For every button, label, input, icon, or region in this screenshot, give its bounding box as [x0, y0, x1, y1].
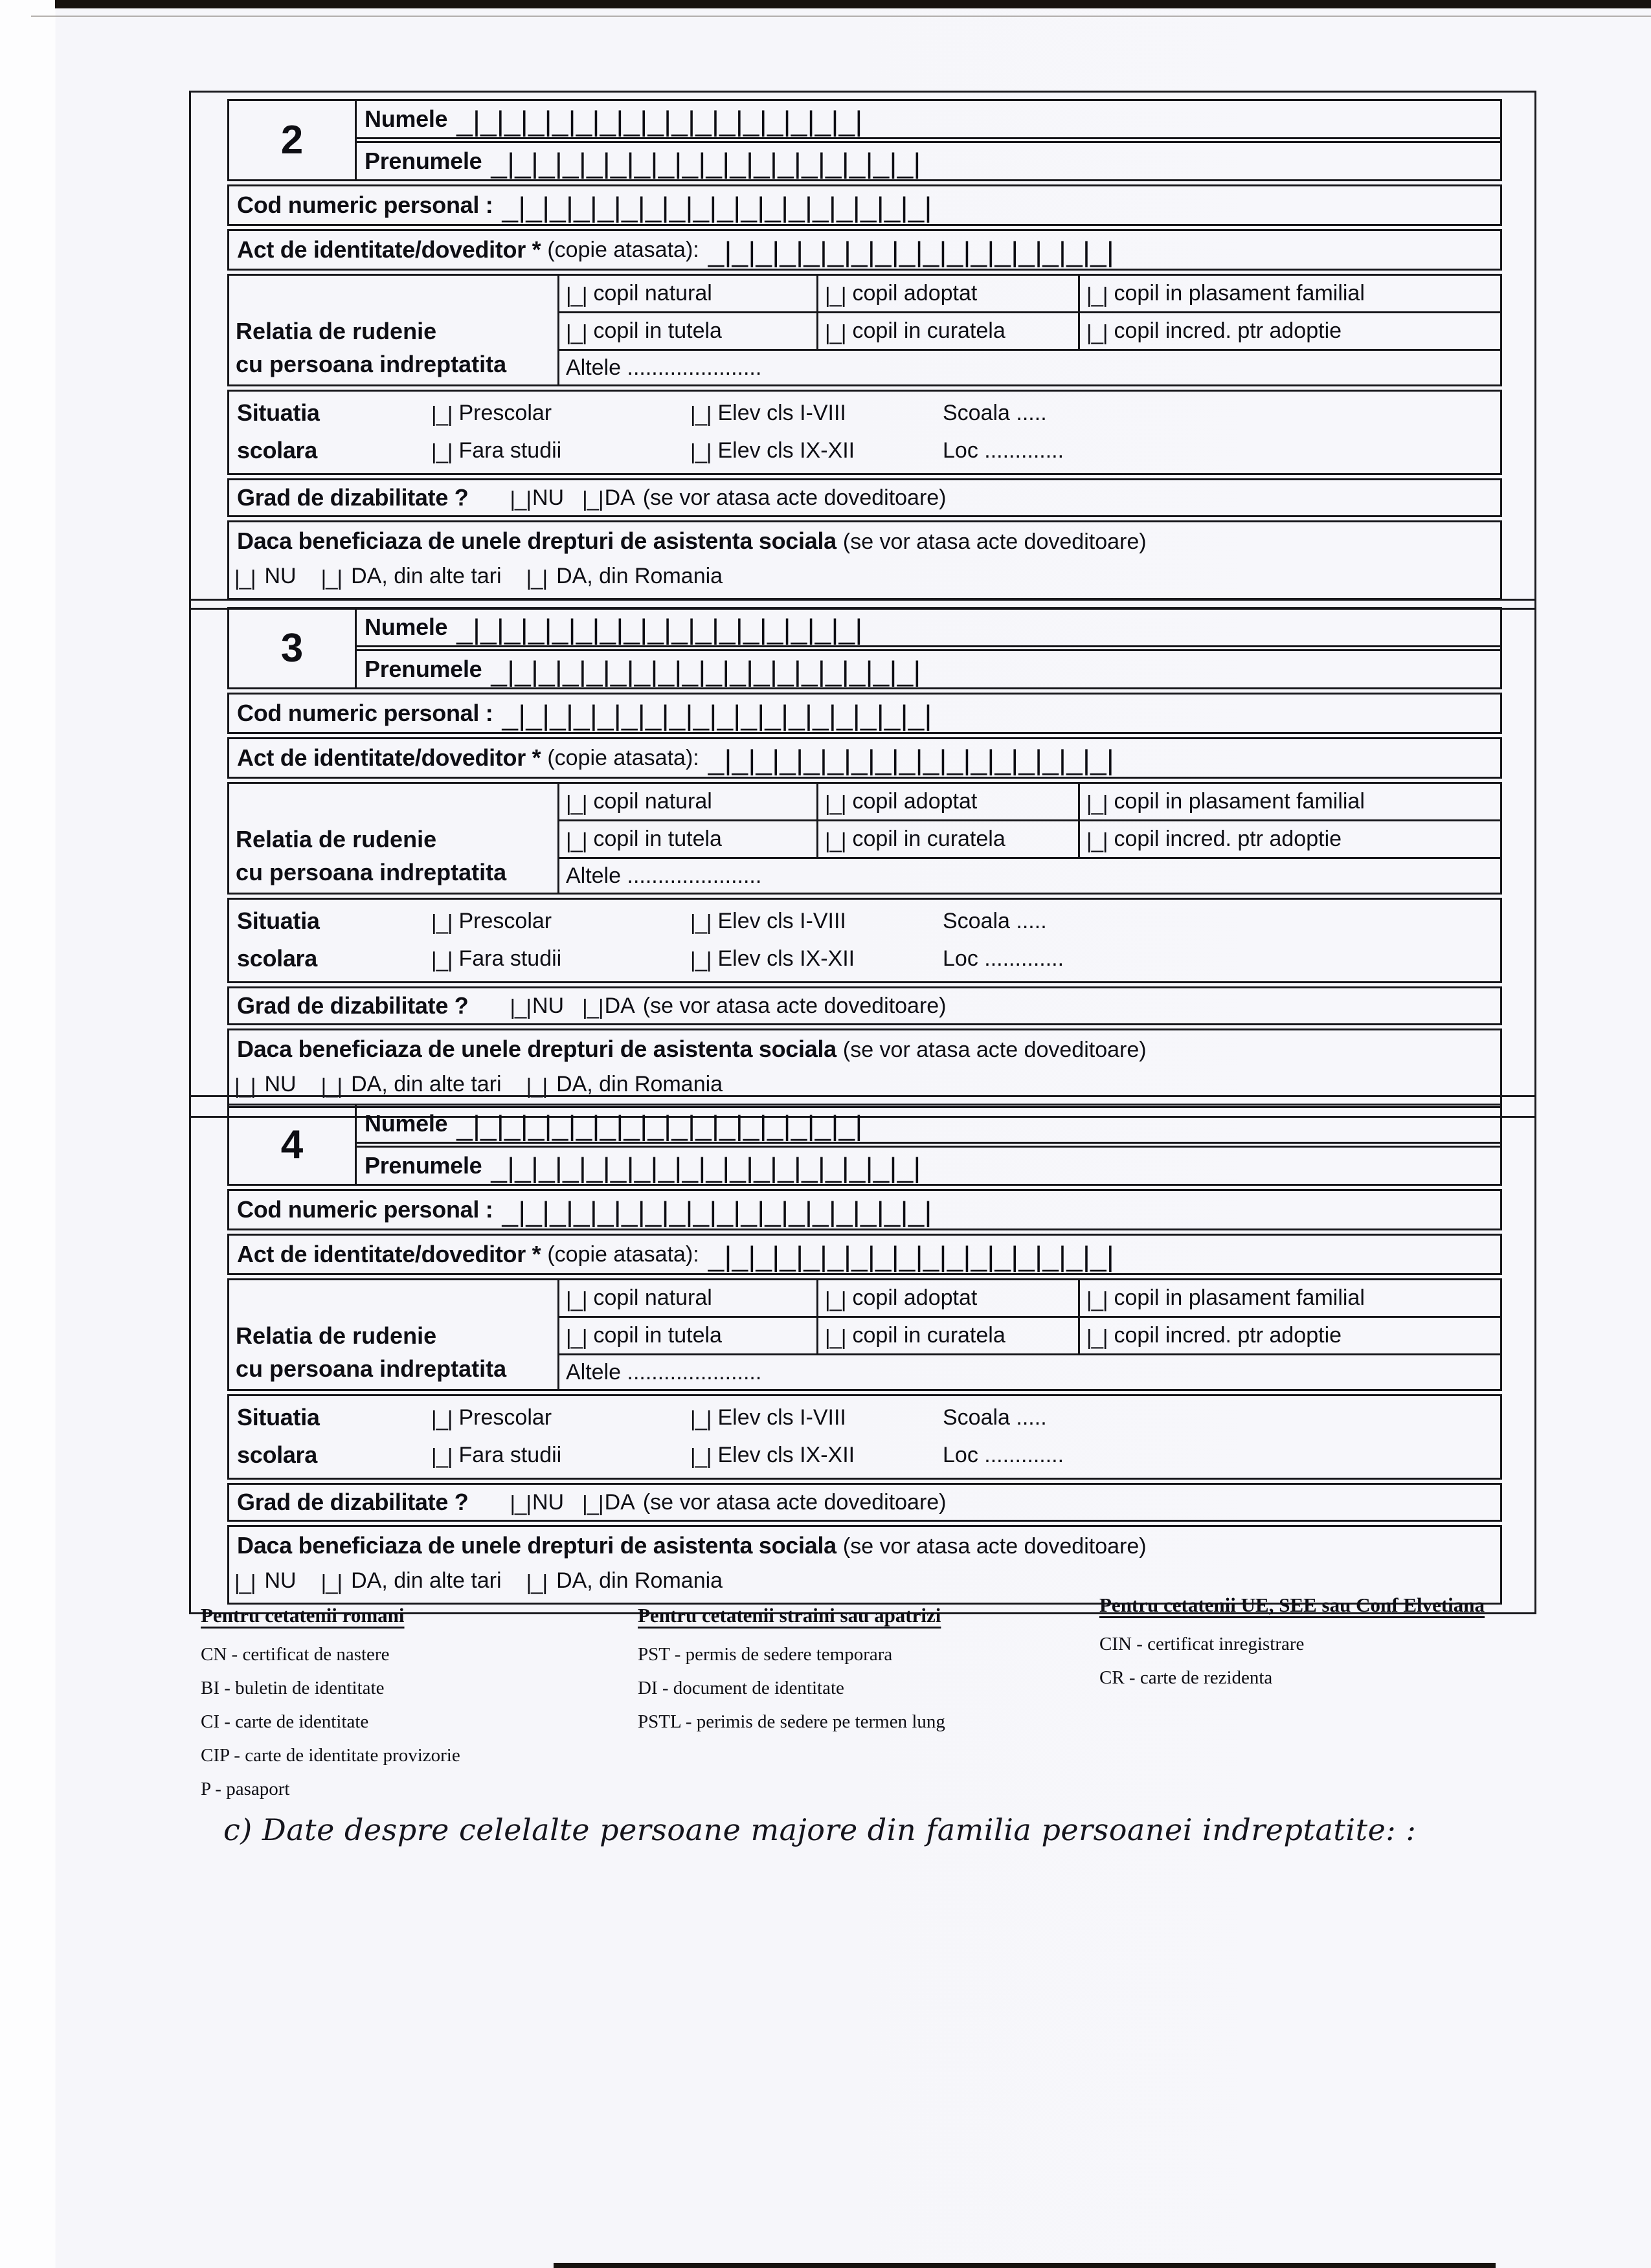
disability-note: (se vor atasa acte doveditoare): [642, 1489, 947, 1515]
checkbox-icon: |_|: [526, 1570, 548, 1594]
social-assistance-label: Daca beneficiaza de unele drepturi de asistenta sociala: [237, 528, 837, 554]
school-option: [690, 1443, 943, 1468]
checkbox-icon: |_|: [510, 487, 531, 511]
school-option: [690, 909, 943, 934]
prenumele-label: Prenumele: [365, 656, 482, 682]
option-label: Elev cls IX-XII: [717, 1442, 855, 1467]
disability-note: (se vor atasa acte doveditoare): [642, 485, 947, 510]
option-label: Elev cls I-VIII: [717, 908, 846, 933]
kinship-options-row: [559, 1280, 1500, 1318]
identity-doc-label: Act de identitate/doveditor *: [237, 744, 541, 771]
option-label: NU: [264, 564, 297, 588]
scoala-field: Scoala .....: [943, 908, 1047, 933]
school-situation-row: [227, 390, 1502, 475]
school-option: [690, 946, 943, 972]
social-assistance-label: Daca beneficiaza de unele drepturi de asistenta sociala: [237, 1532, 837, 1559]
scanner-edge-bottom-bar: [554, 2263, 1496, 2268]
kinship-row: [227, 274, 1502, 386]
option-label: Fara studii: [458, 438, 562, 463]
kinship-label-line2: cu persoana indreptatita: [236, 1355, 507, 1382]
social-assistance-note: (se vor atasa acte doveditoare): [842, 529, 1147, 554]
cnp-label: Cod numeric personal :: [237, 1196, 493, 1223]
legend-item: PSTL - perimis de sedere pe termen lung: [638, 1711, 945, 1732]
option-label: copil incred. ptr adoptie: [1114, 318, 1342, 343]
school-situation-grid: [237, 1404, 1500, 1469]
cnp-cells: _|_|_|_|_|_|_|_|_|_|_|_|_|_|_|_|_|_|: [502, 1196, 932, 1228]
option-label: copil in curatela: [852, 827, 1005, 851]
checkbox-icon: |_|: [431, 402, 453, 426]
kinship-row: [227, 1278, 1502, 1391]
legend-item: PST - permis de sedere temporara: [638, 1644, 893, 1665]
kinship-option: [818, 784, 1080, 819]
checkbox-icon: |_|: [526, 1073, 548, 1098]
numele-label: Numele: [365, 106, 448, 132]
checkbox-icon: |_|: [431, 1406, 453, 1430]
disability-label: Grad de dizabilitate ?: [237, 484, 469, 511]
option-label: NU: [264, 1568, 297, 1593]
numele-cells: _|_|_|_|_|_|_|_|_|_|_|_|_|_|_|_|_|: [456, 1110, 863, 1142]
assistance-option-nu: [234, 1072, 297, 1097]
option-label: Elev cls IX-XII: [717, 946, 855, 971]
prenumele-field: [357, 1146, 1500, 1184]
checkbox-icon: |_|: [510, 995, 531, 1019]
checkbox-icon: |_|: [566, 828, 587, 852]
school-option: [690, 1405, 943, 1430]
kinship-label-line2: cu persoana indreptatita: [236, 350, 507, 377]
checkbox-icon: |_|: [320, 1073, 343, 1098]
kinship-options-grid: [559, 1280, 1500, 1389]
kinship-options-grid: [559, 276, 1500, 384]
prenumele-field: [357, 649, 1500, 687]
altele-label: Altele ......................: [566, 355, 762, 380]
legend-item: P - pasaport: [201, 1779, 290, 1799]
checkbox-icon: |_|: [582, 1491, 603, 1515]
assistance-option-da-romania: [526, 564, 723, 589]
kinship-options-row: [559, 313, 1500, 351]
numele-label: Numele: [365, 614, 448, 640]
school-option: [431, 438, 690, 463]
identity-doc-row: [227, 229, 1502, 271]
situatia-label-line1: Situatia: [237, 907, 320, 934]
loc-field: Loc .............: [943, 1442, 1064, 1467]
disability-row: [227, 478, 1502, 517]
name-row: [227, 99, 1502, 181]
checkbox-icon: |_|: [234, 1570, 256, 1594]
checkbox-icon: |_|: [825, 1287, 846, 1311]
checkbox-icon: |_|: [566, 282, 587, 307]
option-label: copil natural: [593, 281, 712, 306]
legend-item: CI - carte de identitate: [201, 1711, 369, 1732]
assistance-option-da-alte-tari: [321, 564, 502, 589]
legend-column-ue: [1099, 1594, 1485, 1701]
checkbox-icon: |_|: [825, 828, 846, 852]
situatia-label-line1: Situatia: [237, 1404, 320, 1430]
loc-field: Loc .............: [943, 946, 1064, 971]
disability-option-nu: [510, 485, 564, 511]
kinship-option: [559, 1280, 818, 1316]
assistance-option-da-alte-tari: [321, 1568, 502, 1594]
checkbox-icon: |_|: [825, 790, 846, 815]
person-block: [189, 599, 1536, 1118]
cnp-cells: _|_|_|_|_|_|_|_|_|_|_|_|_|_|_|_|_|_|: [502, 192, 932, 223]
name-fields: [357, 609, 1500, 687]
kinship-label-line1: Relatia de rudenie: [236, 825, 437, 852]
option-label: copil incred. ptr adoptie: [1114, 827, 1342, 851]
option-label: DA, din Romania: [556, 1568, 723, 1593]
option-label: DA, din alte tari: [351, 1568, 502, 1593]
legend-column-straini: [638, 1604, 945, 1745]
scan-artifact-line: [31, 16, 1651, 17]
option-label: copil in plasament familial: [1114, 281, 1365, 306]
kinship-option: [818, 1280, 1080, 1316]
prenumele-cells: _|_|_|_|_|_|_|_|_|_|_|_|_|_|_|_|_|_|: [491, 656, 921, 687]
social-assistance-label: Daca beneficiaza de unele drepturi de asistenta sociala: [237, 1036, 837, 1062]
scoala-field: Scoala .....: [943, 400, 1047, 425]
prenumele-field: [357, 141, 1500, 179]
legend-item: CIP - carte de identitate provizorie: [201, 1745, 460, 1766]
option-label: DA: [604, 1489, 635, 1515]
checkbox-icon: |_|: [690, 1444, 712, 1468]
situatia-label-line1: Situatia: [237, 399, 320, 426]
option-label: DA: [604, 993, 635, 1018]
name-row: [227, 1104, 1502, 1186]
kinship-label: [229, 276, 559, 384]
kinship-row: [227, 782, 1502, 895]
legend-item: CR - carte de rezidenta: [1099, 1667, 1273, 1688]
altele-label: Altele ......................: [566, 863, 762, 888]
name-row: [227, 607, 1502, 689]
prenumele-label: Prenumele: [365, 1152, 482, 1179]
option-label: NU: [264, 1072, 297, 1096]
checkbox-icon: |_|: [825, 320, 846, 344]
prenumele-cells: _|_|_|_|_|_|_|_|_|_|_|_|_|_|_|_|_|_|: [491, 148, 921, 179]
block-number: 4: [229, 1106, 357, 1184]
option-label: copil in tutela: [593, 827, 722, 851]
loc-field: Loc .............: [943, 438, 1064, 463]
kinship-other-field: [559, 351, 1500, 384]
prenumele-label: Prenumele: [365, 148, 482, 174]
situatia-label-line2: scolara: [237, 1441, 317, 1468]
legend-item: CN - certificat de nastere: [201, 1644, 390, 1665]
option-label: copil natural: [593, 1285, 712, 1310]
numele-cells: _|_|_|_|_|_|_|_|_|_|_|_|_|_|_|_|_|: [456, 614, 863, 645]
option-label: Fara studii: [458, 1442, 562, 1467]
cnp-row: [227, 693, 1502, 734]
option-label: Elev cls I-VIII: [717, 400, 846, 425]
kinship-option: [818, 821, 1080, 857]
disability-option-da: [582, 485, 635, 511]
checkbox-icon: |_|: [1086, 828, 1108, 852]
disability-label: Grad de dizabilitate ?: [237, 992, 469, 1019]
legend-item: CIN - certificat inregistrare: [1099, 1634, 1305, 1654]
social-assistance-options: [234, 1072, 1500, 1097]
option-label: Elev cls IX-XII: [717, 438, 855, 463]
numele-field: [357, 609, 1500, 647]
scoala-field: Scoala .....: [943, 1405, 1047, 1430]
option-label: Prescolar: [458, 1405, 552, 1430]
kinship-options-row: [559, 1318, 1500, 1355]
checkbox-icon: |_|: [431, 948, 453, 972]
assistance-option-da-romania: [526, 1568, 723, 1594]
checkbox-icon: |_|: [566, 1324, 587, 1349]
legend-title: Pentru cetatenii UE, SEE sau Conf Elvetiana: [1099, 1594, 1485, 1616]
checkbox-icon: |_|: [1086, 282, 1108, 307]
kinship-options-row: [559, 821, 1500, 859]
option-label: copil in curatela: [852, 318, 1005, 343]
checkbox-icon: |_|: [1086, 320, 1108, 344]
prenumele-cells: _|_|_|_|_|_|_|_|_|_|_|_|_|_|_|_|_|_|: [491, 1152, 921, 1184]
checkbox-icon: |_|: [234, 565, 256, 590]
footnote-section-c: c) Date despre celelalte persoane majore din familia persoanei indreptatite: :: [223, 1812, 1417, 1847]
checkbox-icon: |_|: [690, 1406, 712, 1430]
identity-doc-note: (copie atasata):: [547, 1241, 699, 1267]
numele-field: [357, 101, 1500, 139]
kinship-label-line1: Relatia de rudenie: [236, 1322, 437, 1349]
kinship-option: [1080, 313, 1500, 349]
kinship-other-field: [559, 859, 1500, 893]
checkbox-icon: |_|: [1086, 1324, 1108, 1349]
checkbox-icon: |_|: [825, 282, 846, 307]
kinship-option: [559, 784, 818, 819]
option-label: copil adoptat: [852, 1285, 978, 1310]
kinship-label: [229, 1280, 559, 1389]
option-label: Prescolar: [458, 908, 552, 933]
assistance-option-nu: [234, 1568, 297, 1594]
block-number: 2: [229, 101, 357, 179]
assistance-option-nu: [234, 564, 297, 589]
checkbox-icon: |_|: [526, 565, 548, 590]
checkbox-icon: |_|: [431, 439, 453, 463]
option-label: DA, din Romania: [556, 564, 723, 588]
kinship-option: [1080, 784, 1500, 819]
identity-doc-cells: _|_|_|_|_|_|_|_|_|_|_|_|_|_|_|_|_|: [708, 236, 1115, 268]
disability-row: [227, 1483, 1502, 1522]
option-label: DA, din Romania: [556, 1072, 723, 1096]
option-label: copil in curatela: [852, 1323, 1005, 1348]
identity-doc-label: Act de identitate/doveditor *: [237, 1241, 541, 1267]
school-option: [431, 401, 690, 426]
checkbox-icon: |_|: [566, 1287, 587, 1311]
checkbox-icon: |_|: [1086, 1287, 1108, 1311]
social-assistance-options: [234, 564, 1500, 589]
kinship-option: [1080, 276, 1500, 311]
school-option: [431, 946, 690, 972]
checkbox-icon: |_|: [510, 1491, 531, 1515]
checkbox-icon: |_|: [320, 565, 343, 590]
cnp-row: [227, 1189, 1502, 1230]
assistance-option-da-romania: [526, 1072, 723, 1097]
checkbox-icon: |_|: [582, 487, 603, 511]
checkbox-icon: |_|: [690, 402, 712, 426]
option-label: copil natural: [593, 789, 712, 814]
social-assistance-header: [234, 1036, 1500, 1063]
altele-label: Altele ......................: [566, 1359, 762, 1384]
school-option: [431, 909, 690, 934]
kinship-options-row: [559, 276, 1500, 313]
disability-option-da: [582, 1490, 635, 1515]
kinship-option: [559, 276, 818, 311]
social-assistance-row: [227, 520, 1502, 600]
kinship-label: [229, 784, 559, 893]
option-label: DA, din alte tari: [351, 564, 502, 588]
identity-doc-row: [227, 1234, 1502, 1275]
option-label: copil incred. ptr adoptie: [1114, 1323, 1342, 1348]
checkbox-icon: |_|: [690, 439, 712, 463]
kinship-other-field: [559, 1355, 1500, 1389]
social-assistance-note: (se vor atasa acte doveditoare): [842, 1038, 1147, 1062]
checkbox-icon: |_|: [320, 1570, 343, 1594]
social-assistance-options: [234, 1568, 1500, 1594]
kinship-option: [1080, 821, 1500, 857]
kinship-option: [1080, 1280, 1500, 1316]
school-option: [431, 1405, 690, 1430]
kinship-option: [559, 1318, 818, 1353]
option-label: Elev cls I-VIII: [717, 1405, 846, 1430]
checkbox-icon: |_|: [690, 910, 712, 934]
kinship-option: [559, 313, 818, 349]
school-situation-row: [227, 1394, 1502, 1480]
legend-item: BI - buletin de identitate: [201, 1678, 385, 1698]
school-option: [690, 401, 943, 426]
option-label: NU: [532, 993, 565, 1018]
kinship-option: [818, 1318, 1080, 1353]
option-label: DA: [604, 485, 635, 510]
kinship-label-line1: Relatia de rudenie: [236, 317, 437, 344]
checkbox-icon: |_|: [690, 948, 712, 972]
checkbox-icon: |_|: [825, 1324, 846, 1349]
disability-row: [227, 986, 1502, 1025]
option-label: DA, din alte tari: [351, 1072, 502, 1096]
school-option: [431, 1443, 690, 1468]
block-number: 3: [229, 609, 357, 687]
situatia-label-line2: scolara: [237, 437, 317, 463]
kinship-label-line2: cu persoana indreptatita: [236, 858, 507, 885]
option-label: Fara studii: [458, 946, 562, 971]
numele-cells: _|_|_|_|_|_|_|_|_|_|_|_|_|_|_|_|_|: [456, 106, 863, 137]
school-situation-row: [227, 898, 1502, 983]
option-label: copil adoptat: [852, 281, 978, 306]
option-label: copil in plasament familial: [1114, 789, 1365, 814]
disability-note: (se vor atasa acte doveditoare): [642, 993, 947, 1018]
assistance-option-da-alte-tari: [321, 1072, 502, 1097]
option-label: copil in tutela: [593, 1323, 722, 1348]
checkbox-icon: |_|: [566, 320, 587, 344]
situatia-label-line2: scolara: [237, 945, 317, 972]
identity-doc-row: [227, 737, 1502, 779]
cnp-label: Cod numeric personal :: [237, 192, 493, 218]
kinship-option: [1080, 1318, 1500, 1353]
name-fields: [357, 1106, 1500, 1184]
option-label: copil adoptat: [852, 789, 978, 814]
disability-option-da: [582, 994, 635, 1019]
social-assistance-note: (se vor atasa acte doveditoare): [842, 1534, 1147, 1559]
kinship-options-row: [559, 784, 1500, 821]
disability-option-nu: [510, 994, 564, 1019]
scanner-edge-top-bar: [55, 0, 1651, 8]
checkbox-icon: |_|: [234, 1073, 256, 1098]
person-block: [189, 1095, 1536, 1614]
social-assistance-header: [234, 528, 1500, 555]
option-label: Prescolar: [458, 400, 552, 425]
legend-column-romani: [201, 1604, 460, 1812]
person-block: [189, 91, 1536, 610]
kinship-option: [818, 313, 1080, 349]
social-assistance-row: [227, 1525, 1502, 1605]
school-situation-grid: [237, 399, 1500, 464]
option-label: copil in plasament familial: [1114, 1285, 1365, 1310]
identity-doc-cells: _|_|_|_|_|_|_|_|_|_|_|_|_|_|_|_|_|: [708, 1241, 1115, 1273]
cnp-row: [227, 184, 1502, 226]
checkbox-icon: |_|: [582, 995, 603, 1019]
numele-label: Numele: [365, 1110, 448, 1137]
name-fields: [357, 101, 1500, 179]
identity-doc-note: (copie atasata):: [547, 237, 699, 262]
identity-doc-note: (copie atasata):: [547, 745, 699, 770]
cnp-cells: _|_|_|_|_|_|_|_|_|_|_|_|_|_|_|_|_|_|: [502, 700, 932, 731]
school-option: [690, 438, 943, 463]
checkbox-icon: |_|: [431, 1444, 453, 1468]
legend-title: Pentru cetatenii romani: [201, 1604, 405, 1627]
identity-doc-label: Act de identitate/doveditor *: [237, 236, 541, 263]
option-label: copil in tutela: [593, 318, 722, 343]
school-situation-grid: [237, 907, 1500, 972]
disability-option-nu: [510, 1490, 564, 1515]
legend-title: Pentru cetatenii straini sau apatrizi: [638, 1604, 941, 1627]
numele-field: [357, 1106, 1500, 1144]
checkbox-icon: |_|: [431, 910, 453, 934]
checkbox-icon: |_|: [566, 790, 587, 815]
disability-label: Grad de dizabilitate ?: [237, 1489, 469, 1515]
kinship-option: [818, 276, 1080, 311]
cnp-label: Cod numeric personal :: [237, 700, 493, 726]
identity-doc-cells: _|_|_|_|_|_|_|_|_|_|_|_|_|_|_|_|_|: [708, 744, 1115, 776]
option-label: NU: [532, 485, 565, 510]
kinship-options-grid: [559, 784, 1500, 893]
checkbox-icon: |_|: [1086, 790, 1108, 815]
legend-item: DI - document de identitate: [638, 1678, 844, 1698]
option-label: NU: [532, 1489, 565, 1515]
kinship-option: [559, 821, 818, 857]
social-assistance-header: [234, 1532, 1500, 1559]
